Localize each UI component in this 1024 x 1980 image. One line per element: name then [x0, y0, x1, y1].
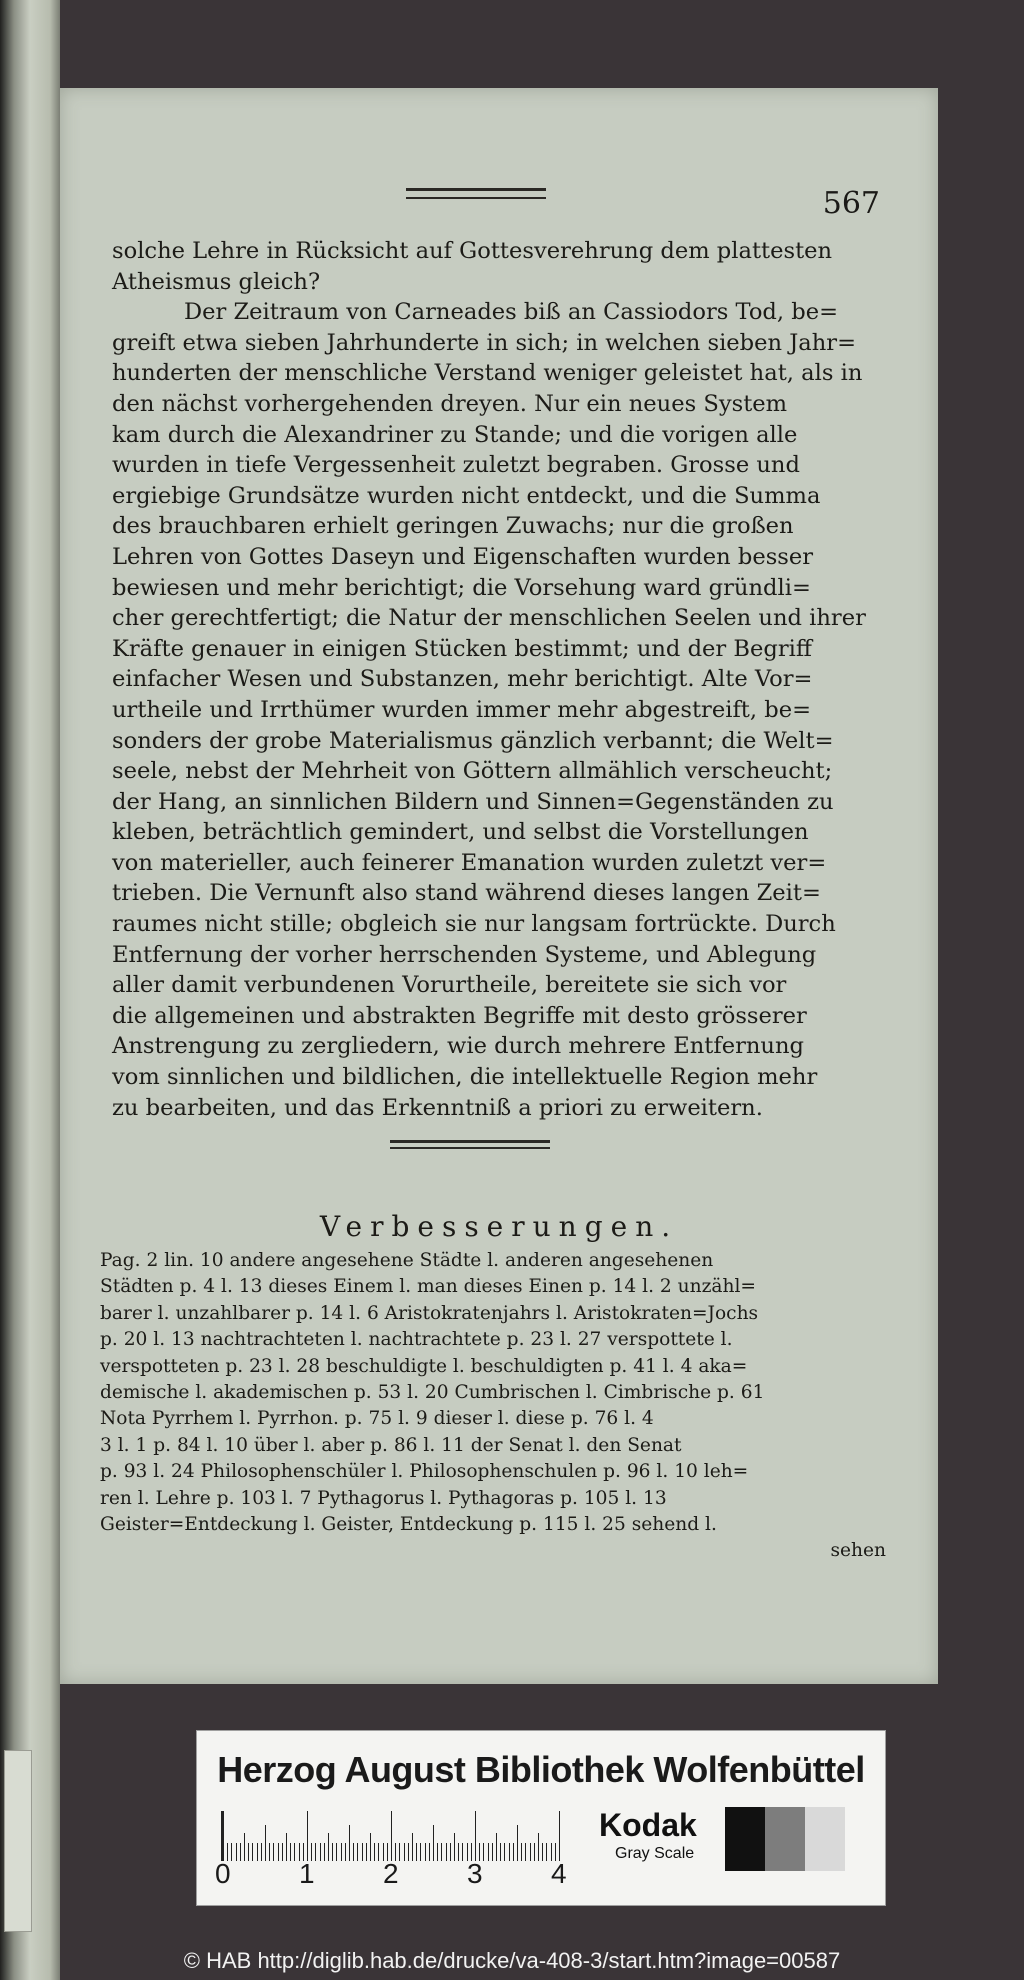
- text-line: raumes nicht stille; obgleich sie nur langsam fortrückte. Durch: [112, 911, 836, 938]
- errata-line: Nota Pyrrhem l. Pyrrhon. p. 75 l. 9 dieser l. diese p. 76 l. 4: [100, 1408, 654, 1430]
- errata-line: barer l. unzahlbarer p. 14 l. 6 Aristokratenjahrs l. Aristokraten=Jochs: [100, 1302, 759, 1324]
- ruler-tick: [286, 1833, 287, 1861]
- text-line: ergiebige Grundsätze wurden nicht entdeckt, und die Summa: [112, 482, 821, 509]
- errata-line: p. 93 l. 24 Philosophenschüler l. Philosophenschulen p. 96 l. 10 leh=: [100, 1461, 749, 1483]
- ruler-number: 2: [383, 1858, 399, 1889]
- copyright-footer: © HAB http://diglib.hab.de/drucke/va-408-3/start.htm?image=00587: [183, 1948, 841, 1973]
- gray-swatch-mid: [765, 1807, 805, 1871]
- book-page: [60, 88, 938, 1684]
- text-line: von materieller, auch feinerer Emanation wurden zuletzt ver=: [112, 849, 827, 876]
- text-line: Anstrengung zu zergliedern, wie durch mehrere Entfernung: [112, 1033, 804, 1060]
- ruler-number: 0: [215, 1858, 231, 1889]
- gray-swatch-light: [805, 1807, 845, 1871]
- header-rule: [406, 188, 546, 199]
- errata-list: [100, 1248, 890, 1565]
- archive-color-label: [196, 1730, 886, 1906]
- text-line: cher gerechtfertigt; die Natur der menschlichen Seelen und ihrer: [112, 605, 866, 632]
- text-line: vom sinnlichen und bildlichen, die intellektuelle Region mehr: [112, 1064, 818, 1091]
- ruler-tick: [391, 1811, 392, 1861]
- ruler-tick: [328, 1833, 329, 1861]
- text-line: solche Lehre in Rücksicht auf Gottesverehrung dem plattesten: [112, 238, 833, 264]
- errata-heading: Verbesserungen.: [319, 1210, 679, 1243]
- text-line: den nächst vorhergehenden dreyen. Nur ein neues System: [112, 390, 788, 417]
- ruler-tick: [307, 1811, 308, 1861]
- ruler-tick: [244, 1833, 245, 1861]
- text-line: die allgemeinen und abstrakten Begriffe mit desto grösserer: [112, 1002, 807, 1029]
- adjacent-page-marker: [4, 1750, 32, 1932]
- text-line: greift etwa sieben Jahrhunderte in sich; in welchen sieben Jahr=: [112, 329, 857, 356]
- text-line: urtheile und Irrthümer wurden immer mehr abgestreift, be=: [112, 696, 812, 723]
- text-line: einfacher Wesen und Substanzen, mehr berichtigt. Alte Vor=: [112, 666, 813, 693]
- text-line: wurden in tiefe Vergessenheit zuletzt begraben. Grosse und: [112, 452, 800, 479]
- text-line: der Hang, an sinnlichen Bildern und Sinnen=Gegenständen zu: [112, 788, 834, 815]
- ruler-tick: [223, 1811, 224, 1861]
- text-line: hunderten der menschliche Verstand weniger geleistet hat, als in: [112, 360, 863, 387]
- text-line: Der Zeitraum von Carneades biß an Cassiodors Tod, be=: [184, 299, 839, 326]
- text-line: Atheismus gleich?: [112, 268, 321, 295]
- ruler-tick: [433, 1825, 434, 1861]
- text-line: sonders der grobe Materialismus gänzlich verbannt; die Welt=: [112, 727, 834, 754]
- ruler-tick: [370, 1833, 371, 1861]
- scale-ruler: [221, 1811, 573, 1861]
- text-line: seele, nebst der Mehrheit von Göttern allmählich verscheucht;: [112, 758, 833, 785]
- ruler-tick: [412, 1833, 413, 1861]
- ruler-tick: [538, 1833, 539, 1861]
- ruler-number: 4: [551, 1858, 567, 1889]
- ruler-tick: [265, 1825, 266, 1861]
- errata-line: Geister=Entdeckung l. Geister, Entdeckung p. 115 l. 25 sehend l.: [100, 1514, 717, 1536]
- ruler-number: 3: [467, 1858, 483, 1889]
- text-line: Entfernung der vorher herrschenden Systeme, und Ablegung: [112, 941, 817, 968]
- text-line: bewiesen und mehr berichtigt; die Vorsehung ward gründli=: [112, 574, 811, 601]
- errata-line: Pag. 2 lin. 10 andere angesehene Städte l. anderen angesehenen: [100, 1250, 714, 1271]
- errata-line: Städten p. 4 l. 13 dieses Einem l. man dieses Einen p. 14 l. 2 unzähl=: [100, 1276, 756, 1298]
- text-line: aller damit verbundenen Vorurtheile, bereitete sie sich vor: [112, 972, 787, 999]
- ruler-tick: [349, 1825, 350, 1861]
- text-line: des brauchbaren erhielt geringen Zuwachs; nur die großen: [112, 513, 794, 540]
- errata-line: ren l. Lehre p. 103 l. 7 Pythagorus l. Pythagoras p. 105 l. 13: [100, 1487, 667, 1509]
- body-text: [112, 236, 892, 1123]
- text-line: kleben, beträchtlich gemindert, und selbst die Vorstellungen: [112, 819, 809, 846]
- errata-line: demische l. akademischen p. 53 l. 20 Cumbrischen l. Cimbrische p. 61: [100, 1382, 765, 1404]
- adjacent-page-edge: [0, 0, 60, 1980]
- errata-line: 3 l. 1 p. 84 l. 10 über l. aber p. 86 l. 11 der Senat l. den Senat: [100, 1434, 682, 1456]
- gray-scale-caption: Gray Scale: [615, 1845, 695, 1862]
- errata-line: sehen: [830, 1540, 886, 1562]
- text-line: kam durch die Alexandriner zu Stande; und die vorigen alle: [112, 421, 798, 448]
- gray-swatch-black: [725, 1807, 765, 1871]
- errata-line: p. 20 l. 13 nachtrachteten l. nachtrachtete p. 23 l. 27 verspottete l.: [100, 1329, 733, 1351]
- text-line: trieben. Die Vernunft also stand während dieses langen Zeit=: [112, 880, 821, 907]
- ruler-number: 1: [299, 1858, 315, 1889]
- ruler-tick: [517, 1825, 518, 1861]
- ruler-tick: [454, 1833, 455, 1861]
- section-divider: [390, 1140, 550, 1149]
- text-line: Kräfte genauer in einigen Stücken bestimmt; und der Begriff: [112, 635, 812, 662]
- ruler-numbers: [215, 1858, 595, 1892]
- text-line: zu bearbeiten, und das Erkenntniß a priori zu erweitern.: [112, 1094, 763, 1121]
- errata-line: verspotteten p. 23 l. 28 beschuldigte l. beschuldigten p. 41 l. 4 aka=: [100, 1355, 748, 1377]
- page-number: 567: [822, 186, 880, 221]
- ruler-tick: [496, 1833, 497, 1861]
- ruler-tick: [475, 1811, 476, 1861]
- text-line: Lehren von Gottes Daseyn und Eigenschaften wurden besser: [112, 543, 814, 570]
- library-name: Herzog August Bibliothek Wolfenbüttel: [217, 1749, 865, 1790]
- kodak-brand: Kodak: [599, 1807, 697, 1843]
- ruler-tick: [559, 1811, 560, 1861]
